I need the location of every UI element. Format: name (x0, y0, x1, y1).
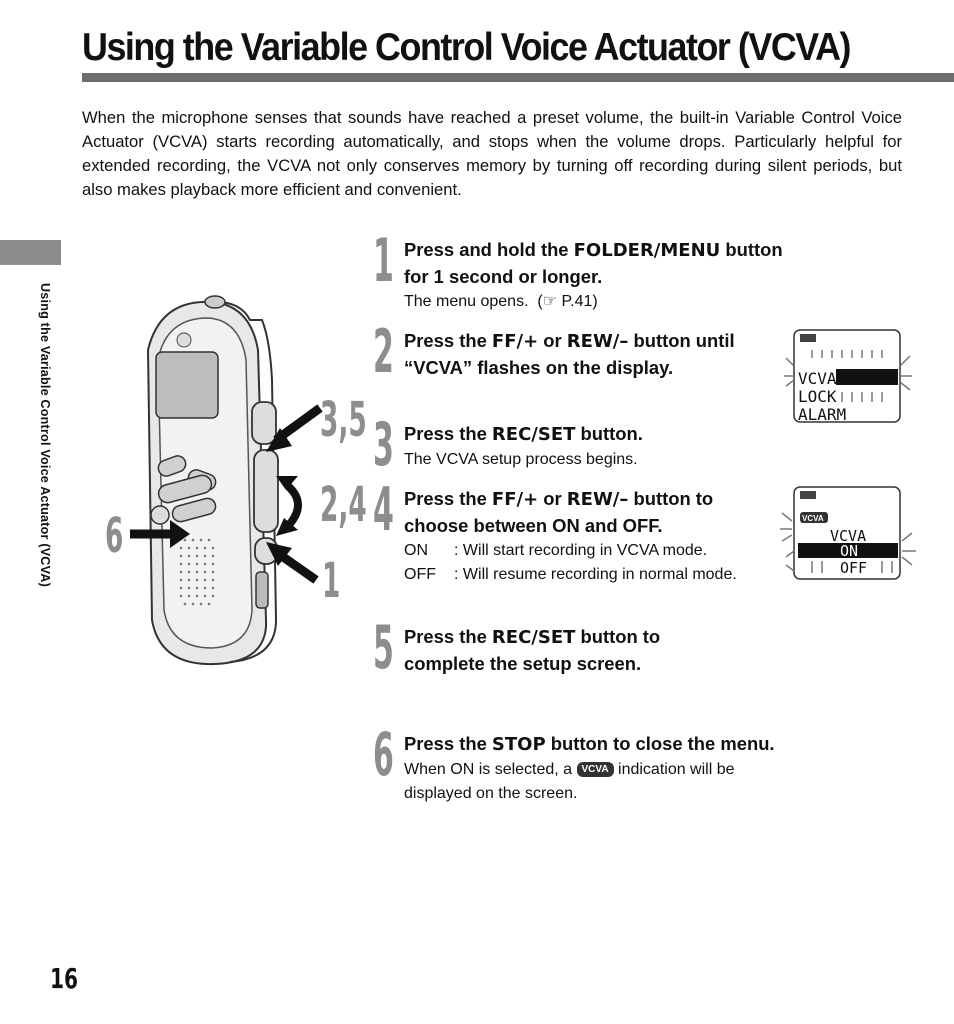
step-heading (404, 421, 784, 448)
option-key: ON (404, 542, 428, 559)
step-body-text: When ON is selected, a (404, 761, 577, 778)
rec-set-button-label: REC/SET (491, 424, 576, 445)
step-body-text: indication will be displayed on the screen. (404, 761, 735, 802)
step-text: Press the (404, 626, 492, 647)
option-sep: : (454, 542, 459, 559)
stop-button-label: STOP (491, 734, 546, 755)
lcd-item-lock: LOCK (798, 387, 837, 406)
step-heading (404, 731, 779, 758)
step-body: The menu opens. (404, 293, 529, 310)
rec-set-button-label: REC/SET (491, 627, 576, 648)
step-text: Press the (404, 423, 492, 444)
step-number: 2 (373, 317, 394, 387)
step-text: or (538, 330, 567, 351)
ff-button-label: FF/+ (491, 331, 539, 352)
lcd-item-vcva: VCVA (798, 369, 837, 388)
title-rule (82, 73, 954, 82)
step-note (404, 290, 784, 314)
page-title: Using the Variable Control Voice Actuator (VCVA) (82, 26, 850, 69)
step-number: 1 (373, 226, 394, 296)
step-heading (404, 486, 774, 539)
callout-2-4: 2,4 (320, 477, 367, 533)
rew-button-label: REW/– (566, 331, 629, 352)
side-section-label: Using the Variable Control Voice Actuator (VCVA) (38, 283, 52, 587)
step-text: Press the (404, 330, 492, 351)
folder-menu-button-label: FOLDER/MENU (573, 240, 721, 261)
step-body: The VCVA setup process begins. (404, 451, 638, 468)
step-text: button for 1 second or longer. (404, 239, 783, 287)
page-number: 16 (50, 962, 79, 995)
step-text: button to choose between ON and OFF. (404, 488, 714, 536)
step-heading (404, 237, 784, 290)
step-text: button. (575, 423, 643, 444)
step-number: 6 (373, 720, 394, 790)
lcd-vcva-badge: VCVA (802, 514, 824, 523)
step-heading (404, 624, 734, 677)
step-body (404, 758, 804, 806)
reference-hand-icon: ☞ (542, 293, 558, 310)
step-number: 5 (373, 613, 394, 683)
option-off (404, 563, 774, 587)
step-number: 3 (373, 410, 394, 480)
step-number: 4 (373, 475, 394, 545)
step-text: or (538, 488, 567, 509)
page-reference: P.41) (561, 293, 598, 310)
step-text: Press the (404, 733, 492, 754)
ff-button-label: FF/+ (491, 489, 539, 510)
lcd-item-alarm: ALARM (798, 405, 847, 424)
intro-paragraph: When the microphone senses that sounds have reached a preset volume, the built-in Variable Control Voice Actuator (VCVA) starts recording automatically, and stops when the volume drops. Particularly helpful for extended recording, the VCVA not only conserves memory by turning off recording during silent periods, but also makes playback more efficient and convenient. (82, 108, 902, 199)
option-sep: : (454, 566, 459, 583)
callout-1: 1 (322, 553, 341, 609)
vcva-indicator-badge: VCVA (577, 762, 614, 777)
ref-paren: ( (537, 293, 543, 310)
option-text: Will resume recording in normal mode. (462, 566, 737, 583)
step-text: button to complete the setup screen. (404, 626, 661, 674)
section-tab (0, 240, 61, 265)
step-text: button to close the menu. (545, 733, 775, 754)
lcd-menu-display (780, 328, 920, 426)
step-text: button until “VCVA” flashes on the display. (404, 330, 735, 378)
step-text: Press the (404, 488, 492, 509)
lcd-option-off: OFF (840, 559, 868, 577)
option-on (404, 539, 774, 563)
callout-6: 6 (105, 508, 124, 564)
option-text: Will start recording in VCVA mode. (462, 542, 708, 559)
rew-button-label: REW/– (566, 489, 629, 510)
option-key: OFF (404, 566, 436, 583)
lcd-title-vcva: VCVA (830, 527, 867, 545)
lcd-option-on: ON (840, 542, 859, 560)
callout-3-5: 3,5 (320, 392, 367, 448)
step-text: Press and hold the (404, 239, 574, 260)
lcd-vcva-setting-display (778, 485, 920, 583)
step-heading (404, 328, 749, 381)
